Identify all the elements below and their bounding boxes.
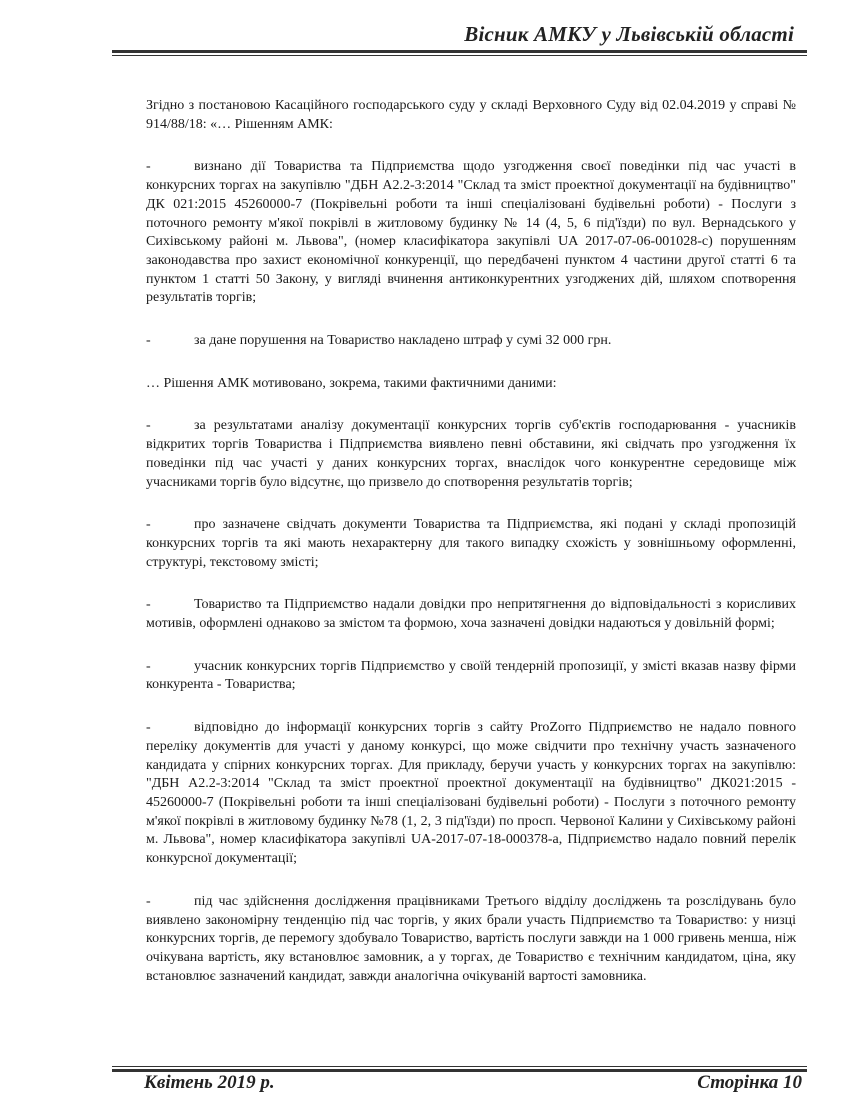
- list-dash: -: [146, 333, 151, 349]
- list-item-text: відповідно до інформації конкурсних торгів з сайту ProZorro Підприємство не надало повного переліку документів для участі у даному конкурсі, що може свідчити про технічну участь зазначеного кандидата у спірних конкурсних торгах. Для прикладу, беручи участь у конкурсних торгах на закупівлю: "ДБН А2.2-3:2014 "Склад та зміст проектної проектної документації на будівництво" ДК021:2015 - 45260000-7 (Покрівельні роботи та інші спеціалізовані будівельні роботи) - Послуги з поточного ремонту м'якої покрівлі в житловому будинку №78 (1, 2, 3 під'їзди) по просп. Червоної Калини у Сихівському районі м. Львова", номер класифікатора закупівлі UA-2017-07-18-000378-а, Підприємство надало повний перелік конкурсної документації;: [146, 720, 796, 867]
- bulletin-title: Вісник АМКУ у Львівській області: [464, 22, 794, 46]
- list-dash: -: [146, 517, 151, 533]
- list-dash: -: [146, 893, 151, 909]
- list-item-text: про зазначене свідчать документи Товариства та Підприємства, які подані у складі пропозицій конкурсних торгів та які мають нехарактерну для такого випадку схожість у зовнішньому оформленні, структурі, текстовому змісті;: [146, 517, 796, 570]
- list-item-text: за результатами аналізу документації конкурсних торгів суб'єктів господарювання - учасників відкритих торгів Товариства і Підприємства виявлено певні обставини, які свідчать про узгодження їх поведінки під час участі у даних конкурсних торгах, внаслідок чого конкурентне середовище між учасниками торгів було відсутнє, що призвело до спотворення результатів торгів;: [146, 418, 796, 490]
- list-item: [146, 658, 796, 695]
- list-item: [146, 893, 796, 987]
- list-dash: -: [146, 720, 151, 736]
- motivation-paragraph: … Рішення АМК мотивовано, зокрема, такими фактичними даними:: [146, 375, 557, 391]
- list-item: [146, 516, 796, 572]
- list-item: [146, 596, 796, 633]
- list-item-text: за дане порушення на Товариство накладено штраф у сумі 32 000 грн.: [194, 333, 612, 349]
- list-dash: -: [146, 597, 151, 613]
- document-body: [146, 97, 796, 1010]
- page-number: Сторінка 10: [697, 1072, 802, 1093]
- list-item-text: під час здійснення дослідження працівниками Третього відділу досліджень та розслідувань було виявлено закономірну тенденцію під час торгів, у яких брали участь Підприємство та Товариство: у низці конкурсних торгів, де перемогу здобувало Товариство, вартість послуги завжди на 1 000 гривень менша, ніж очікувана вартість, яку встановлює замовник, а у торгах, де Товариство є технічним кандидатом, ціна, яку встановлює зазначений кандидат, завжди аналогічна очікуваній вартості замовника.: [146, 893, 796, 984]
- list-item-text: визнано дії Товариства та Підприємства щодо узгодження своєї поведінки під час участі в конкурсних торгах на закупівлю "ДБН А2.2-3:2014 "Склад та зміст проектної документації на будівництво" ДК 021:2015 45260000-7 (Покрівельні роботи та інші спеціалізовані будівельні роботи) - Послуги з поточного ремонту м'якої покрівлі в житловому будинку № 14 (4, 5, 6 під'їзди) по вул. Вернадського у Сихівському районі м. Львова", (номер класифікатора закупівлі UA 2017-07-06-001028-с) порушенням законодавства про захист економічної конкуренції, що передбачені пунктом 4 частини другої статті 6 та пунктом 1 статті 50 Закону, у вигляді вчинення антиконкурентних узгоджених дій, шляхом спотворення результатів торгів;: [146, 159, 796, 306]
- list-item-text: учасник конкурсних торгів Підприємство у своїй тендерній пропозиції, у змісті вказав назву фірми конкурента - Товариства;: [146, 658, 796, 693]
- header-rule: [112, 50, 807, 56]
- list-dash: -: [146, 159, 151, 175]
- list-item: [146, 332, 796, 351]
- list-item: [146, 719, 796, 869]
- list-dash: -: [146, 658, 151, 674]
- list-item: [146, 158, 796, 308]
- list-dash: -: [146, 418, 151, 434]
- intro-paragraph: Згідно з постановою Касаційного господарського суду у складі Верховного Суду від 02.04.2019 у справі № 914/88/18: «… Рішенням АМК:: [146, 98, 796, 132]
- list-item-text: Товариство та Підприємство надали довідки про непритягнення до відповідальності з корисливих мотивів, оформлені однаково за змістом та формою, хоча зазначені довідки надаються у довільній формі;: [146, 597, 796, 632]
- list-item: [146, 417, 796, 492]
- footer-date: Квітень 2019 р.: [144, 1072, 275, 1093]
